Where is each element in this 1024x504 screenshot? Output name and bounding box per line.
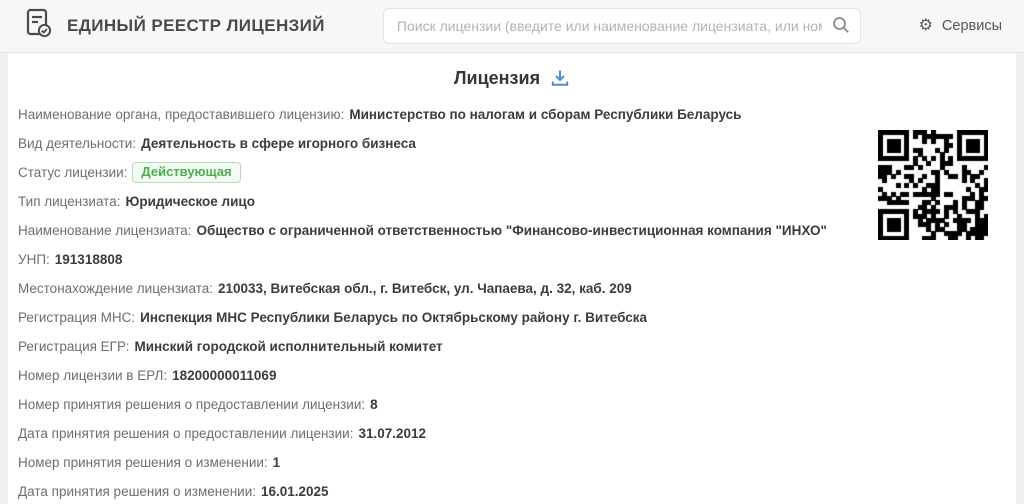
page-title-row <box>8 65 1016 91</box>
brand[interactable] <box>26 8 325 44</box>
field-value: Инспекция МНС Республики Беларусь по Октябрьскому району г. Витебска <box>140 310 648 325</box>
top-bar <box>0 0 1024 53</box>
download-icon[interactable] <box>550 68 570 88</box>
license-field-row <box>18 448 1016 477</box>
field-value: Минский городской исполнительный комитет <box>134 339 443 354</box>
license-card <box>8 53 1016 504</box>
license-field-row <box>18 390 1016 419</box>
field-label: Наименование лицензиата: <box>18 223 192 238</box>
field-value: Юридическое лицо <box>125 194 255 209</box>
field-value: 31.07.2012 <box>358 426 427 441</box>
search-box <box>383 8 861 44</box>
page-title: Лицензия <box>453 67 541 88</box>
field-value: 16.01.2025 <box>261 484 329 499</box>
field-value: 210033, Витебская обл., г. Витебск, ул. Чапаева, д. 32, каб. 209 <box>217 281 632 296</box>
services-menu[interactable] <box>919 18 1002 34</box>
app-title: ЕДИНЫЙ РЕЕСТР ЛИЦЕНЗИЙ <box>67 16 325 35</box>
field-value: 191318808 <box>54 252 123 267</box>
license-field-row <box>18 361 1016 390</box>
field-label: Тип лицензиата: <box>18 194 121 209</box>
field-label: Номер лицензии в ЕРЛ: <box>18 368 168 383</box>
field-value: 1 <box>272 455 281 470</box>
services-label: Сервисы <box>941 18 1002 34</box>
search-icon[interactable] <box>831 15 851 35</box>
field-value: Министерство по налогам и сборам Республики Беларусь <box>349 107 742 122</box>
license-field-row <box>18 245 1016 274</box>
license-field-row <box>18 100 1016 129</box>
license-fields <box>8 100 1016 504</box>
license-field-row <box>18 419 1016 448</box>
search-input[interactable] <box>383 8 861 44</box>
license-field-row <box>18 303 1016 332</box>
license-field-row <box>18 332 1016 361</box>
license-field-row <box>18 216 1016 245</box>
registry-logo-icon <box>26 8 53 44</box>
gear-icon: ⚙ <box>918 17 933 34</box>
field-label: Номер принятия решения о предоставлении лицензии: <box>18 397 366 412</box>
license-field-row <box>18 129 1016 158</box>
field-label: УНП: <box>18 252 50 267</box>
license-field-row <box>18 274 1016 303</box>
license-field-row <box>18 477 1016 504</box>
field-value: Действующая <box>132 162 240 183</box>
field-label: Наименование органа, предоставившего лицензию: <box>18 107 345 122</box>
field-label: Дата принятия решения о предоставлении лицензии: <box>18 426 354 441</box>
field-label: Регистрация ЕГР: <box>18 339 130 354</box>
field-value: Общество с ограниченной ответственностью "Финансово-инвестиционная компания "ИНХО" <box>196 223 827 238</box>
field-value: 8 <box>370 397 378 412</box>
field-value: 18200000011069 <box>172 368 277 383</box>
field-label: Статус лицензии: <box>18 165 128 180</box>
qr-code <box>878 130 988 240</box>
license-field-row <box>18 187 1016 216</box>
field-label: Местонахождение лицензиата: <box>18 281 213 296</box>
field-label: Вид деятельности: <box>18 136 137 151</box>
field-value: Деятельность в сфере игорного бизнеса <box>141 136 416 151</box>
field-label: Регистрация МНС: <box>18 310 136 325</box>
field-label: Дата принятия решения о изменении: <box>18 484 256 499</box>
field-label: Номер принятия решения о изменении: <box>18 455 268 470</box>
license-field-row <box>18 158 1016 187</box>
